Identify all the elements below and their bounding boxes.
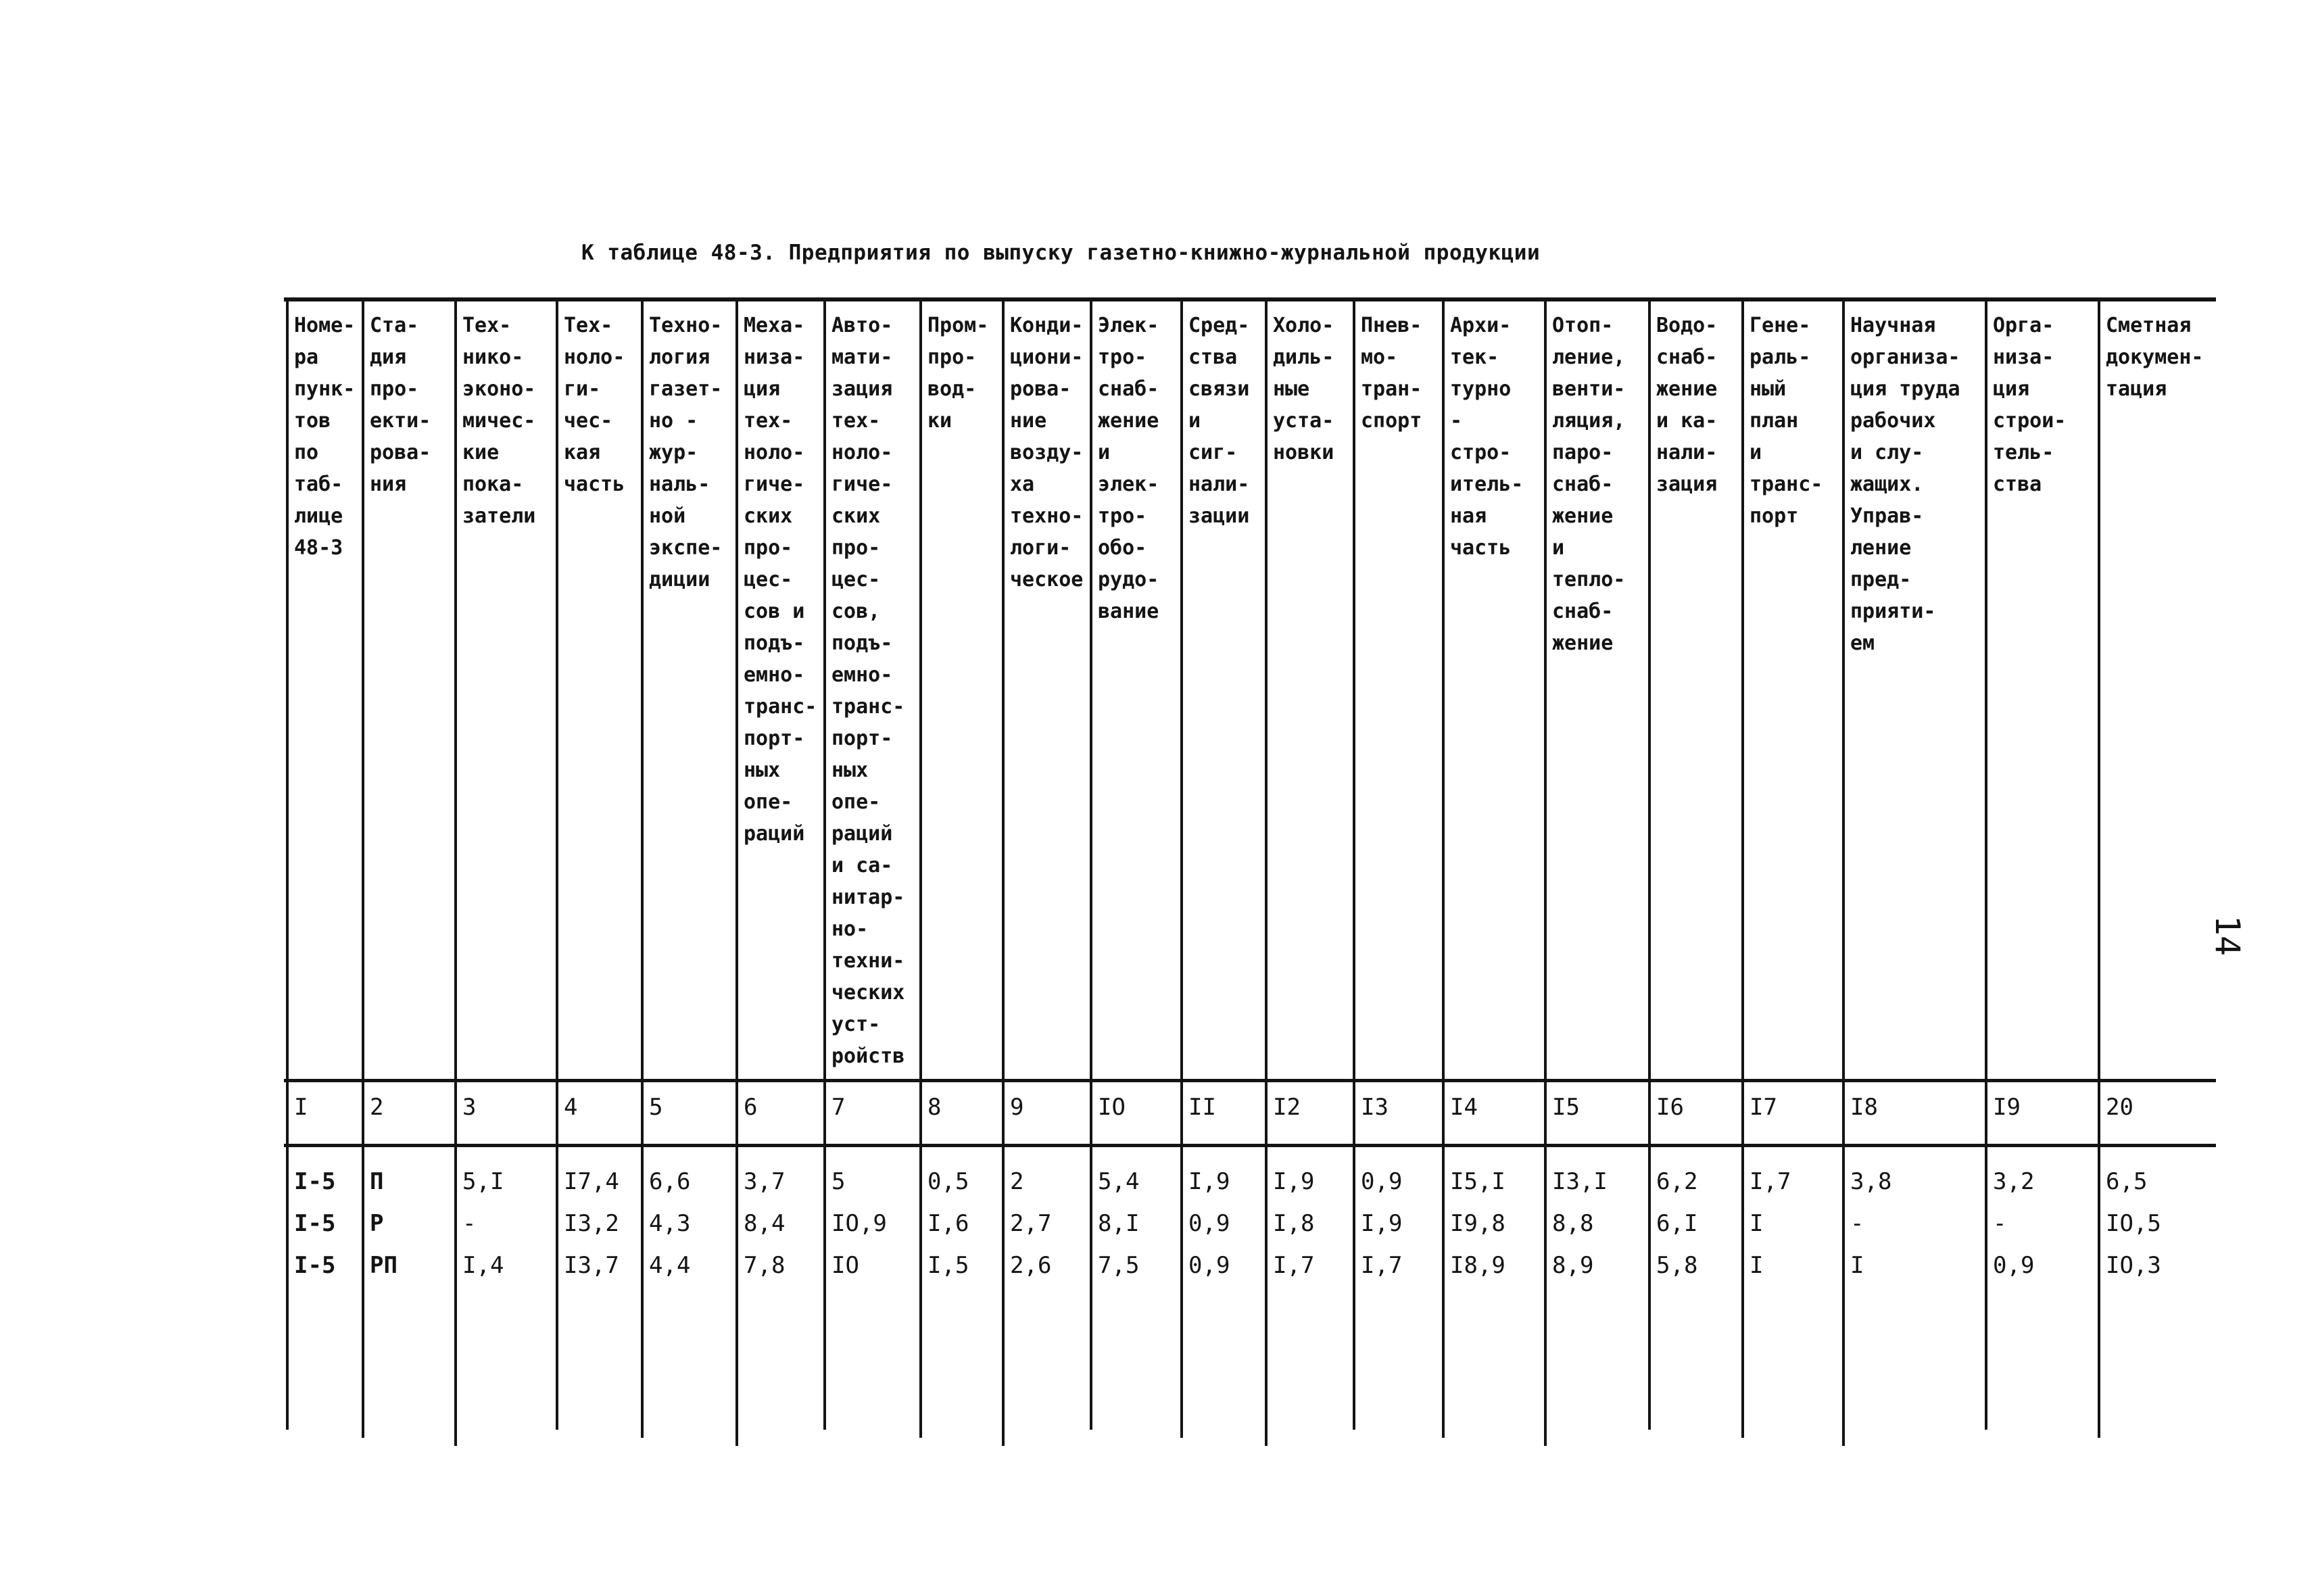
table-cell: I-5 xyxy=(294,1210,336,1237)
table-cell: РП xyxy=(370,1252,397,1279)
column-header: Гене- раль- ный план и транс- порт xyxy=(1750,314,1823,528)
table-cell: 6,I xyxy=(1656,1210,1698,1237)
table-cell: I xyxy=(1750,1252,1764,1279)
table-cell: П xyxy=(370,1168,384,1195)
top-rule xyxy=(284,297,2216,301)
table-cell: IO,9 xyxy=(831,1210,887,1237)
table-cell: 0,9 xyxy=(1188,1210,1230,1237)
table-cell: - xyxy=(462,1210,477,1237)
table-cell: 8,I xyxy=(1098,1210,1140,1237)
column-number: I2 xyxy=(1273,1094,1301,1121)
table-cell: 6,2 xyxy=(1656,1168,1698,1195)
table-cell: 0,5 xyxy=(927,1168,969,1195)
table-cell: - xyxy=(1993,1210,2007,1237)
table-cell: I9,8 xyxy=(1450,1210,1505,1237)
table-cell: 5,4 xyxy=(1098,1168,1140,1195)
table-cell: I-5 xyxy=(294,1168,336,1195)
page-number: 14 xyxy=(2208,915,2248,957)
table-cell: 7,8 xyxy=(744,1252,786,1279)
column-divider xyxy=(1442,300,1445,1438)
column-divider xyxy=(641,300,644,1438)
table-cell: I,9 xyxy=(1188,1168,1230,1195)
table-cell: 5,8 xyxy=(1656,1252,1698,1279)
column-header: Орга- низа- ция строи- тель- ства xyxy=(1993,314,2067,496)
column-divider xyxy=(1265,300,1268,1446)
table-cell: 4,3 xyxy=(649,1210,691,1237)
column-number: I xyxy=(294,1094,308,1121)
table-cell: I,8 xyxy=(1273,1210,1315,1237)
column-header: Отоп- ление, венти- ляция, паро- снаб- жение и тепло- снаб- жение xyxy=(1552,314,1626,655)
table-cell: I,5 xyxy=(927,1252,969,1279)
column-header: Пнев- мо- тран- спорт xyxy=(1361,314,1422,433)
table-cell: 5 xyxy=(831,1168,846,1195)
table-cell: IO,5 xyxy=(2106,1210,2161,1237)
column-number: I5 xyxy=(1552,1094,1580,1121)
column-header: Тех- ноло- ги- чес- кая часть xyxy=(564,314,625,496)
column-number: IO xyxy=(1098,1094,1126,1121)
column-number: I3 xyxy=(1361,1094,1389,1121)
table-cell: 0,9 xyxy=(1361,1168,1403,1195)
column-number: 20 xyxy=(2106,1094,2133,1121)
column-divider xyxy=(823,300,826,1430)
column-number: I7 xyxy=(1750,1094,1777,1121)
column-header: Меха- низа- ция тех- ноло- гиче- ских про- цес- сов и подъ- емно- транс- порт- ных опе- раций xyxy=(744,314,817,846)
column-divider xyxy=(556,300,558,1430)
table-cell: 0,9 xyxy=(1993,1252,2035,1279)
column-number: 9 xyxy=(1010,1094,1024,1121)
column-header: Сметная докумен- тация xyxy=(2106,314,2204,401)
table-cell: I5,I xyxy=(1450,1168,1505,1195)
column-header: Тех- нико- эконо- мичес- кие пока- затели xyxy=(462,314,536,528)
column-header: Конди- циони- рова- ние возду- ха техно- логи- ческое xyxy=(1010,314,1084,591)
table-cell: I3,7 xyxy=(564,1252,619,1279)
column-number: 5 xyxy=(649,1094,663,1121)
table-cell: I xyxy=(1750,1210,1764,1237)
column-number: II xyxy=(1188,1094,1216,1121)
column-header: Ста- дия про- екти- рова- ния xyxy=(370,314,431,496)
table-cell: I,6 xyxy=(927,1210,969,1237)
table-cell: 6,5 xyxy=(2106,1168,2148,1195)
column-header: Техно- логия газет- но - жур- наль- ной экспе- диции xyxy=(649,314,723,591)
numbers-bottom-rule xyxy=(284,1144,2216,1147)
header-bottom-rule xyxy=(284,1079,2216,1082)
table-cell: - xyxy=(1850,1210,1864,1237)
column-number: I4 xyxy=(1450,1094,1478,1121)
column-header: Сред- ства связи и сиг- нали- зации xyxy=(1188,314,1250,528)
table-cell: Р xyxy=(370,1210,384,1237)
column-divider xyxy=(362,300,364,1438)
table-cell: I,9 xyxy=(1361,1210,1403,1237)
column-divider xyxy=(1842,300,1845,1446)
column-divider xyxy=(1090,300,1092,1430)
table-cell: I8,9 xyxy=(1450,1252,1505,1279)
column-header: Пром- про- вод- ки xyxy=(927,314,989,433)
table-cell: I3,I xyxy=(1552,1168,1608,1195)
column-divider xyxy=(1544,300,1547,1446)
column-number: 8 xyxy=(927,1094,942,1121)
table-cell: I,7 xyxy=(1273,1252,1315,1279)
column-header: Научная организа- ция труда рабочих и слу- жащих. Управ- ление пред- прияти- ем xyxy=(1850,314,1960,655)
column-divider xyxy=(454,300,457,1446)
column-divider xyxy=(1648,300,1651,1430)
table-cell: 3,8 xyxy=(1850,1168,1892,1195)
column-number: 2 xyxy=(370,1094,384,1121)
column-divider xyxy=(1353,300,1355,1430)
column-number: I8 xyxy=(1850,1094,1878,1121)
table-cell: I7,4 xyxy=(564,1168,619,1195)
column-header: Номе- ра пунк- тов по таб- лице 48-3 xyxy=(294,314,356,560)
table-cell: IO xyxy=(831,1252,859,1279)
table-cell: 8,4 xyxy=(744,1210,786,1237)
caption: К таблице 48-3. Предприятия по выпуску газетно-книжно-журнальной продукции xyxy=(581,241,1541,265)
table-cell: I3,2 xyxy=(564,1210,619,1237)
table-cell: 8,9 xyxy=(1552,1252,1594,1279)
table-cell: I xyxy=(1850,1252,1864,1279)
table-cell: 0,9 xyxy=(1188,1252,1230,1279)
column-number: I6 xyxy=(1656,1094,1684,1121)
column-divider xyxy=(286,300,289,1430)
table-cell: I,7 xyxy=(1361,1252,1403,1279)
table-cell: I,7 xyxy=(1750,1168,1791,1195)
table-cell: 3,7 xyxy=(744,1168,786,1195)
column-divider xyxy=(2098,300,2100,1438)
table-cell: 4,4 xyxy=(649,1252,691,1279)
column-divider xyxy=(735,300,738,1446)
table-cell: 2 xyxy=(1010,1168,1024,1195)
column-divider xyxy=(1002,300,1005,1446)
column-divider xyxy=(1741,300,1744,1438)
column-number: I9 xyxy=(1993,1094,2021,1121)
table-cell: I-5 xyxy=(294,1252,336,1279)
column-divider xyxy=(919,300,922,1438)
column-number: 7 xyxy=(831,1094,846,1121)
column-header: Авто- мати- зация тех- ноло- гиче- ских про- цес- сов, подъ- емно- транс- порт- ных опе- раций и са- нитар- но- техни- ческих уст- ройств xyxy=(831,314,905,1068)
column-number: 6 xyxy=(744,1094,758,1121)
table-cell: 3,2 xyxy=(1993,1168,2035,1195)
table-cell: 6,6 xyxy=(649,1168,691,1195)
column-header: Элек- тро- снаб- жение и элек- тро- обо- рудо- вание xyxy=(1098,314,1159,623)
table-cell: 8,8 xyxy=(1552,1210,1594,1237)
table-cell: IO,3 xyxy=(2106,1252,2161,1279)
column-divider xyxy=(1180,300,1183,1438)
column-header: Холо- диль- ные уста- новки xyxy=(1273,314,1334,464)
table-cell: 5,I xyxy=(462,1168,504,1195)
table-cell: I,9 xyxy=(1273,1168,1315,1195)
table-cell: I,4 xyxy=(462,1252,504,1279)
column-number: 4 xyxy=(564,1094,578,1121)
column-header: Водо- снаб- жение и ка- нали- зация xyxy=(1656,314,1718,496)
column-divider xyxy=(1985,300,1987,1430)
table-cell: 7,5 xyxy=(1098,1252,1140,1279)
table-cell: 2,6 xyxy=(1010,1252,1052,1279)
column-header: Архи- тек- турно - стро- итель- ная часть xyxy=(1450,314,1524,560)
column-number: 3 xyxy=(462,1094,477,1121)
table-cell: 2,7 xyxy=(1010,1210,1052,1237)
